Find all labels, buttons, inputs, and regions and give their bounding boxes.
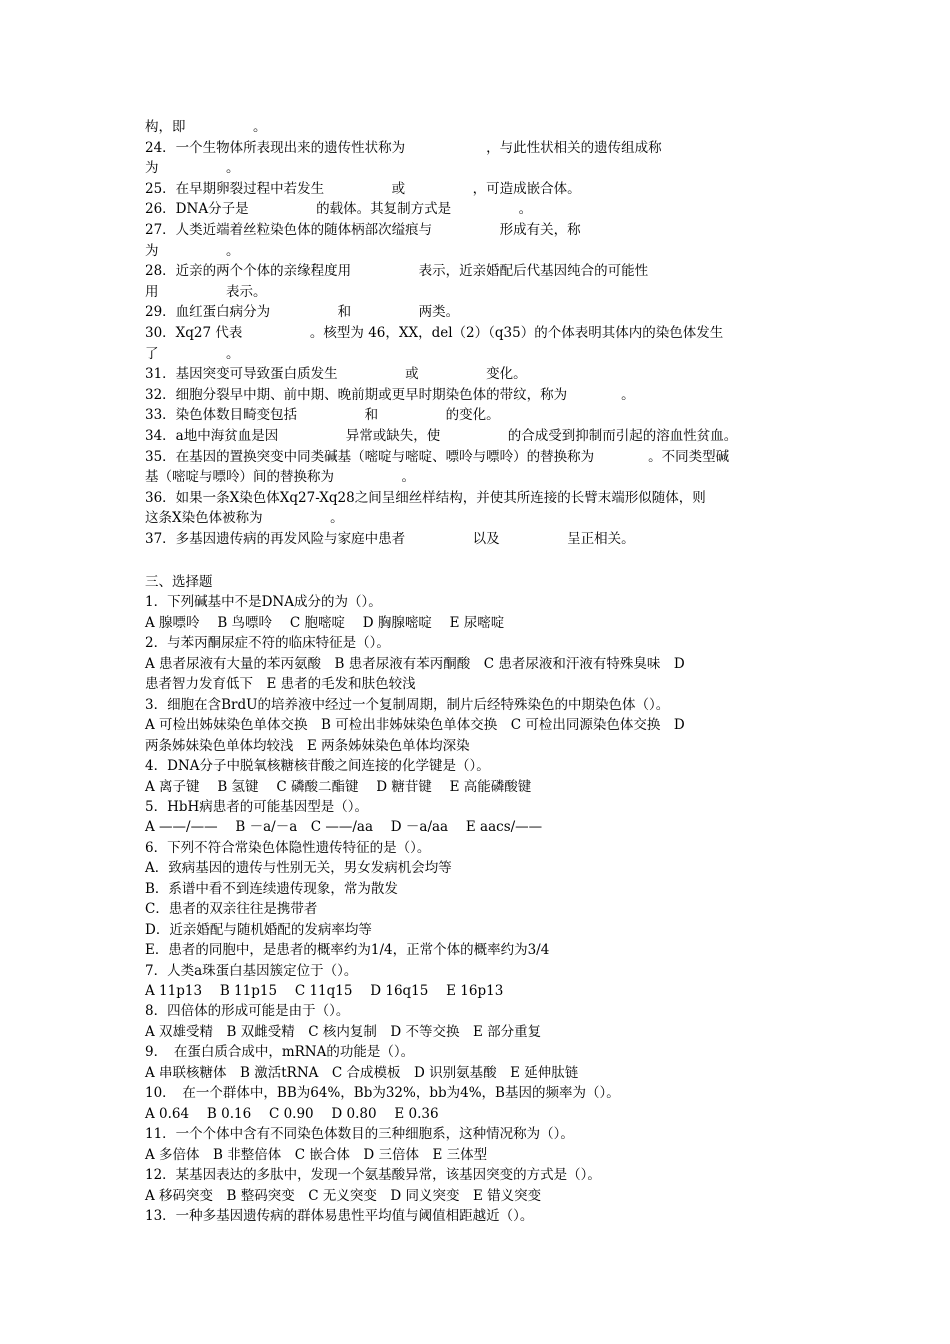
text-line: 为 。: [145, 242, 240, 259]
text-line: D．近亲婚配与随机婚配的发病率均等: [145, 921, 372, 938]
text-line: 8．四倍体的形成可能是由于（）。: [145, 1003, 350, 1020]
text-line: 5．HbH病患者的可能基因型是（）。: [145, 798, 369, 815]
text-line: 了 。: [145, 345, 240, 362]
text-line: A 移码突变 B 整码突变 C 无义突变 D 同义突变 E 错义突变: [145, 1187, 542, 1204]
text-line: 为 。: [145, 160, 240, 177]
text-line: 2．与苯丙酮尿症不符的临床特征是（）。: [145, 635, 390, 652]
text-line: 30．Xq27 代表 。核型为 46，XX，del（2）（q35）的个体表明其体内的染色体发生: [145, 325, 724, 341]
text-line: A 腺嘌呤 B 鸟嘌呤 C 胞嘧啶 D 胸腺嘧啶 E 尿嘧啶: [145, 614, 505, 631]
text-line: 12．某基因表达的多肽中，发现一个氨基酸异常，该基因突变的方式是（）。: [145, 1167, 601, 1184]
text-line: A．致病基因的遗传与性别无关，男女发病机会均等: [145, 860, 452, 877]
section-heading: 三、选择题: [145, 574, 213, 590]
text-line: 27．人类近端着丝粒染色体的随体柄部次缢痕与 形成有关，称: [145, 222, 581, 238]
text-line: 26．DNA分子是 的载体。其复制方式是 。: [145, 201, 533, 218]
text-line: 10． 在一个群体中，BB为64%，Bb为32%，bb为4%，B基因的频率为（）。: [145, 1085, 620, 1102]
text-line: 32．细胞分裂早中期、前中期、晚前期或更早时期染色体的带纹，称为 。: [145, 386, 635, 403]
text-line: A ——/—— B －a/－a C ——/aa D －a/aa E aacs/——: [145, 819, 543, 836]
text-line: 36．如果一条X染色体Xq27-Xq28之间呈细丝样结构，并使其所连接的长臂末端形似随体，则: [145, 489, 706, 506]
text-line: 3．细胞在含BrdU的培养液中经过一个复制周期，制片后经特殊染色的中期染色体（）。: [145, 696, 670, 713]
text-line: A 患者尿液有大量的苯丙氨酸 B 患者尿液有苯丙酮酸 C 患者尿液和汗液有特殊臭味 D: [145, 655, 685, 672]
text-line: A 离子键 B 氢键 C 磷酸二酯键 D 糖苷键 E 高能磷酸键: [145, 778, 532, 795]
text-line: A 0.64 B 0.16 C 0.90 D 0.80 E 0.36: [145, 1105, 439, 1122]
text-line: A 双雄受精 B 双雌受精 C 核内复制 D 不等交换 E 部分重复: [145, 1023, 542, 1040]
text-line: 33．染色体数目畸变包括 和 的变化。: [145, 407, 500, 424]
text-line: A 11p13 B 11p15 C 11q15 D 16q15 E 16p13: [145, 983, 504, 999]
text-line: 25．在早期卵裂过程中若发生 或 ，可造成嵌合体。: [145, 180, 581, 197]
text-line: 用 表示。: [145, 283, 267, 300]
text-line: 4．DNA分子中脱氧核糖核苷酸之间连接的化学键是（）。: [145, 758, 490, 775]
text-line: 构，即 。: [145, 119, 267, 135]
text-line: 34．a地中海贫血是因 异常或缺失，使 的合成受到抑制而引起的溶血性贫血。: [145, 428, 738, 444]
text-line: A 多倍体 B 非整倍体 C 嵌合体 D 三倍体 E 三体型: [145, 1146, 488, 1163]
text-line: 9． 在蛋白质合成中，mRNA的功能是（）。: [145, 1044, 415, 1061]
text-line: 患者智力发育低下 E 患者的毛发和肤色较浅: [145, 676, 416, 693]
text-line: 35．在基因的置换突变中同类碱基（嘧啶与嘧啶、嘌呤与嘌呤）的替换称为 。不同类型碱: [145, 448, 730, 465]
text-line: 这条X染色体被称为 。: [145, 510, 344, 527]
text-line: 37．多基因遗传病的再发风险与家庭中患者 以及 呈正相关。: [145, 531, 635, 547]
text-line: C．患者的双亲往往是携带者: [145, 901, 318, 918]
text-line: 28．近亲的两个个体的亲缘程度用 表示，近亲婚配后代基因纯合的可能性: [145, 263, 649, 280]
text-line: B．系谱中看不到连续遗传现象，常为散发: [145, 880, 398, 897]
text-line: A 串联核糖体 B 激活tRNA C 合成模板 D 识别氨基酸 E 延伸肽链: [145, 1064, 579, 1081]
text-line: 基（嘧啶与嘌呤）间的替换称为 。: [145, 469, 415, 486]
text-line: 24．一个生物体所表现出来的遗传性状称为 ，与此性状相关的遗传组成称: [145, 139, 662, 156]
text-line: 31．基因突变可导致蛋白质发生 或 变化。: [145, 366, 527, 383]
text-line: 6．下列不符合常染色体隐性遗传特征的是（）。: [145, 839, 431, 856]
text-line: 7．人类a珠蛋白基因簇定位于（）。: [145, 962, 358, 979]
text-line: 1．下列碱基中不是DNA成分的为（）。: [145, 594, 382, 611]
text-line: 11．一个个体中含有不同染色体数目的三种细胞系，这种情况称为（）。: [145, 1126, 574, 1143]
text-line: E．患者的同胞中，是患者的概率约为1/4，正常个体的概率约为3/4: [145, 942, 550, 959]
text-line: 两条姊妹染色单体均较浅 E 两条姊妹染色单体均深染: [145, 737, 470, 754]
text-line: 29．血红蛋白病分为 和 两类。: [145, 304, 460, 321]
text-line: 13．一种多基因遗传病的群体易患性平均值与阈值相距越近（）。: [145, 1207, 534, 1224]
text-line: A 可检出姊妹染色单体交换 B 可检出非姊妹染色单体交换 C 可检出同源染色体交换 D: [145, 717, 685, 734]
